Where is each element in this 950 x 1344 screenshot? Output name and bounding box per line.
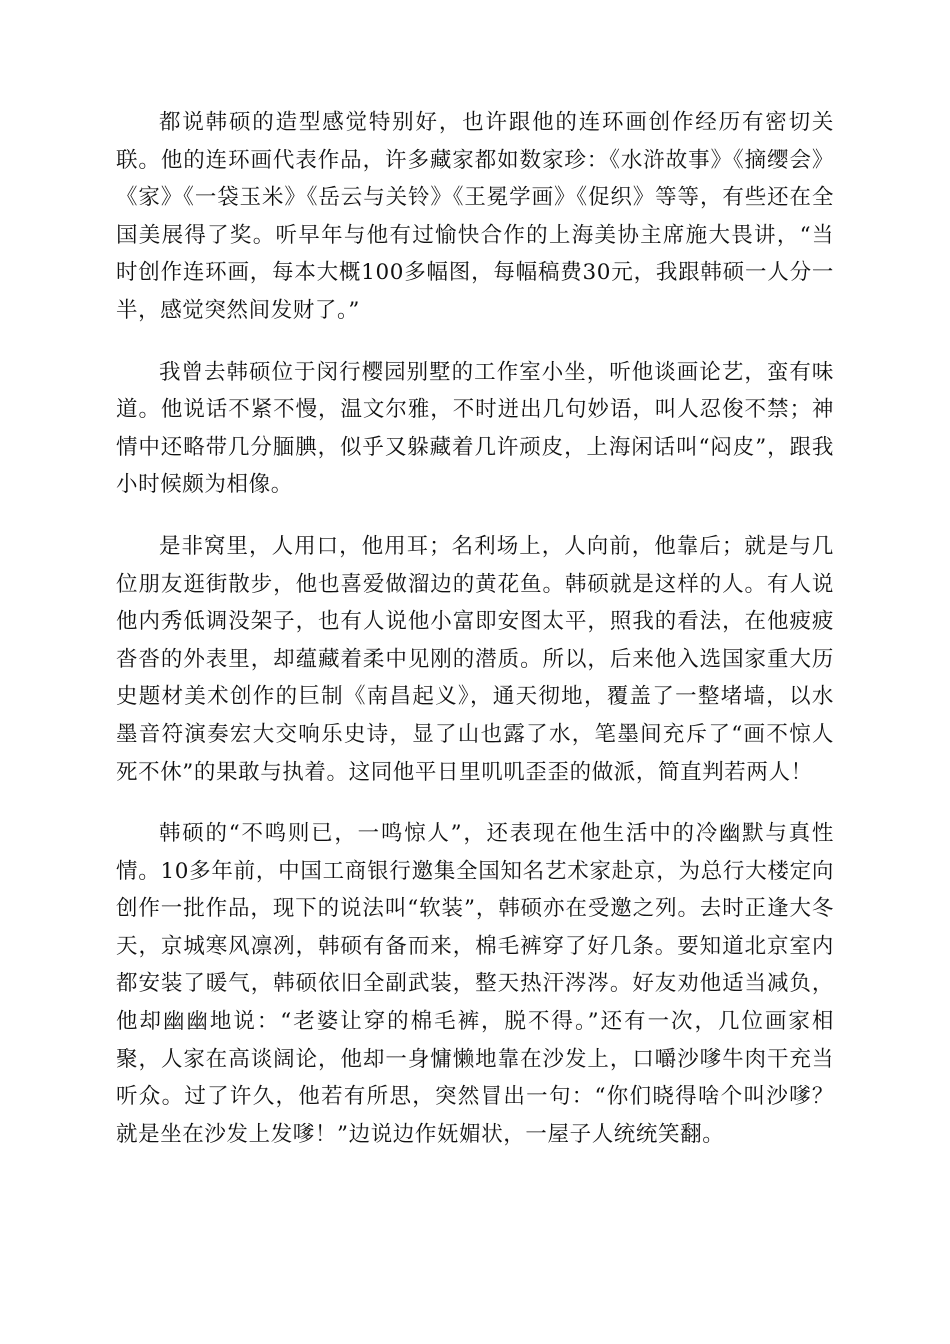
paragraph-4: 韩硕的“不鸣则已，一鸣惊人”，还表现在他生活中的冷幽默与真性情。10多年前，中国工商银行邀集全国知名艺术家赴京，为总行大楼定向创作一批作品，现下的说法叫“软装”，韩硕亦在受邀之列。去时正逢大冬天，京城寒风凛冽，韩硕有备而来，棉毛裤穿了好几条。要知道北京室内都安装了暖气，韩硕依旧全副武装，整天热汗涔涔。好友劝他适当减负，他却幽幽地说：“老婆让穿的棉毛裤，脱不得。”还有一次，几位画家相聚，人家在高谈阔论，他却一身慵懒地靠在沙发上，口嚼沙嗲牛肉干充当听众。过了许久，他若有所思，突然冒出一句：“你们晓得啥个叫沙嗲？就是坐在沙发上发嗲！”边说边作妩媚状，一屋子人统统笑翻。: [116, 821, 834, 1147]
paragraph-2: 我曾去韩硕位于闵行樱园别墅的工作室小坐，听他谈画论艺，蛮有味道。他说话不紧不慢，温文尔雅，不时迸出几句妙语，叫人忍俊不禁；神情中还略带几分腼腆，似乎又躲藏着几许顽皮，上海闲话叫“闷皮”，跟我小时候颇为相像。: [116, 359, 834, 498]
paragraph-3: 是非窝里，人用口，他用耳；名利场上，人向前，他靠后；就是与几位朋友逛街散步，他也喜爱做溜边的黄花鱼。韩硕就是这样的人。有人说他内秀低调没架子，也有人说他小富即安图太平，照我的看法，在他疲疲沓沓的外表里，却蕴藏着柔中见刚的潜质。所以，后来他入选国家重大历史题材美术创作的巨制《南昌起义》，通天彻地，覆盖了一整堵墙，以水墨音符演奏宏大交响乐史诗，显了山也露了水，笔墨间充斥了“画不惊人死不休”的果敢与执着。这同他平日里叽叽歪歪的做派，简直判若两人！: [116, 533, 834, 785]
paragraph-1: 都说韩硕的造型感觉特别好，也许跟他的连环画创作经历有密切关联。他的连环画代表作品，许多藏家都如数家珍：《水浒故事》《摘缨会》《家》《一袋玉米》《岳云与关铃》《王冕学画》《促织》等等，有些还在全国美展得了奖。听早年与他有过愉快合作的上海美协主席施大畏讲，“当时创作连环画，每本大概100多幅图，每幅稿费30元，我跟韩硕一人分一半，感觉突然间发财了。”: [116, 110, 834, 323]
article-body: [116, 104, 834, 1177]
